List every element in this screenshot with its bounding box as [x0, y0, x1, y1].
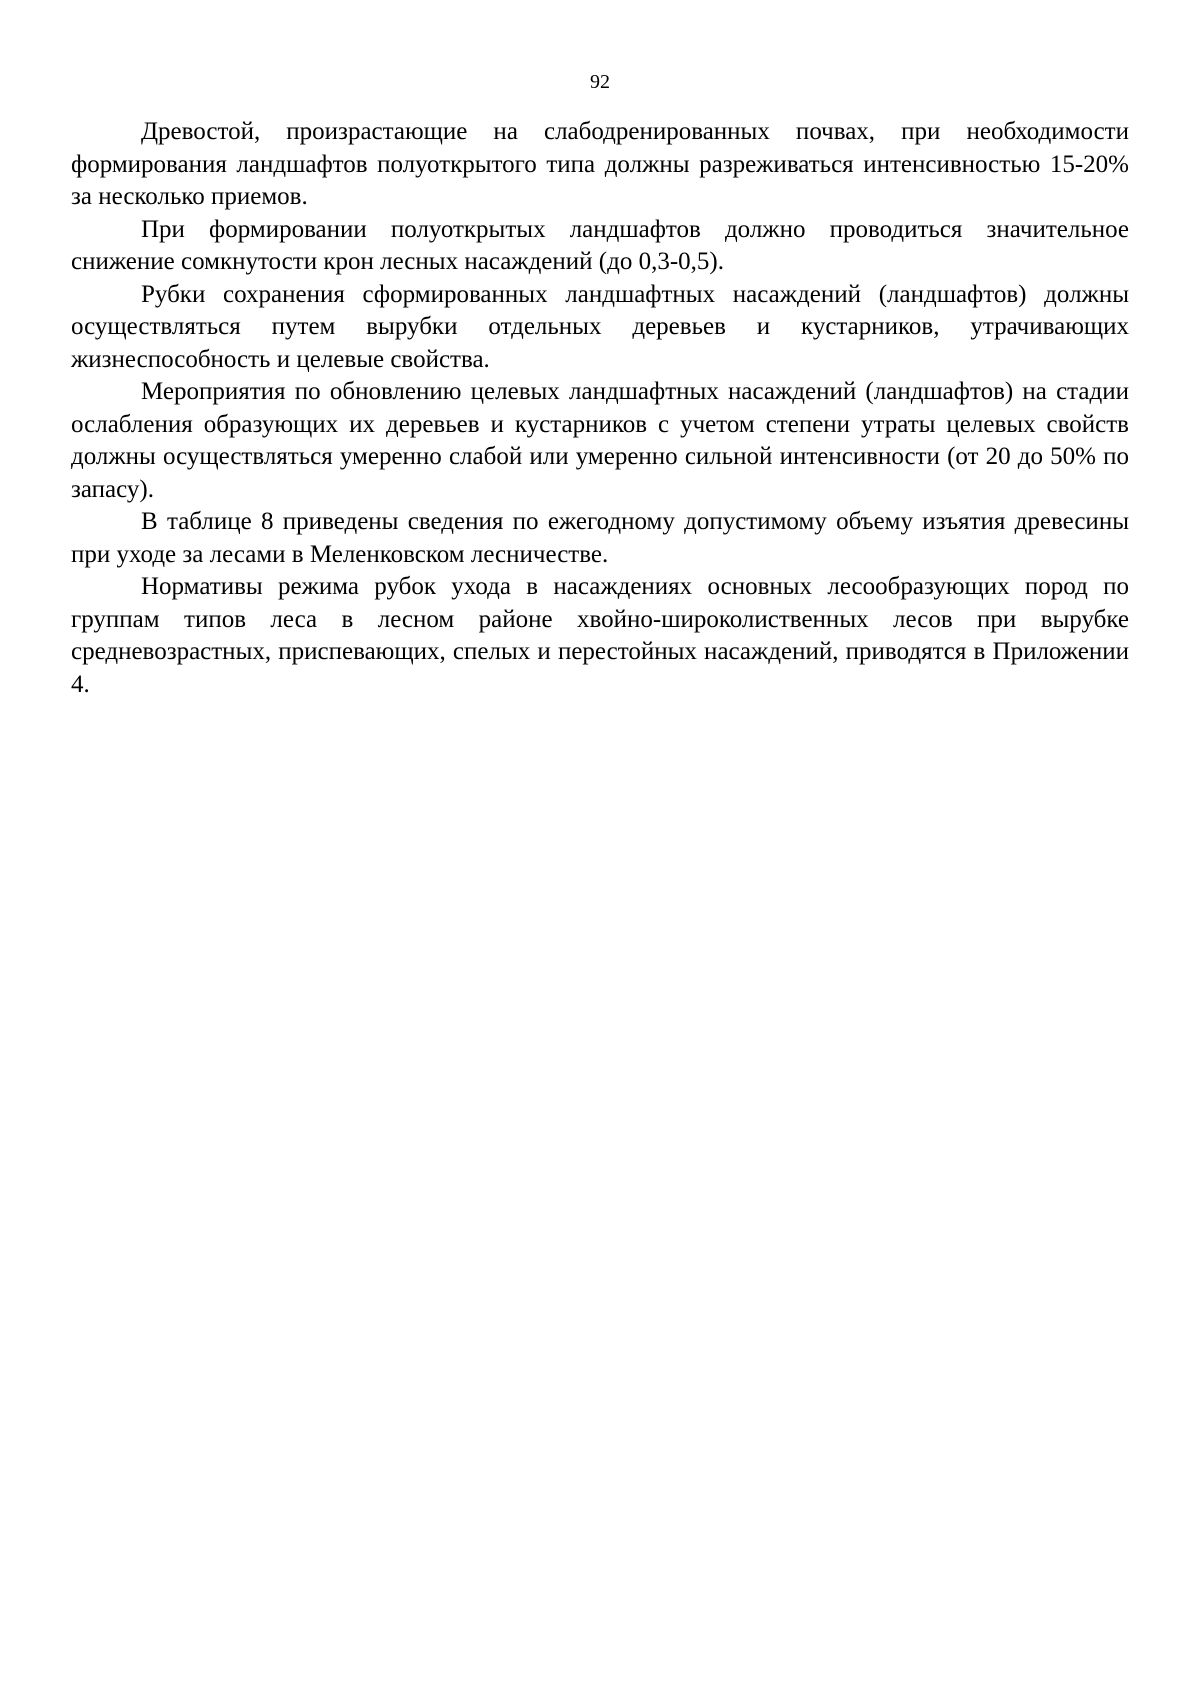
paragraph: Мероприятия по обновлению целевых ландшафтных насаждений (ландшафтов) на стадии ослабления образующих их деревьев и кустарников с учетом степени утраты целевых свойств должны осуществляться умеренно слабой или умеренно сильной интенсивности (от 20 до 50% по запасу).	[71, 378, 1129, 503]
paragraph: При формировании полуоткрытых ландшафтов должно проводиться значительное снижение сомкнутости крон лесных насаждений (до 0,3-0,5).	[71, 215, 1129, 275]
paragraph: Древостой, произрастающие на слабодренированных почвах, при необходимости формирования ландшафтов полуоткрытого типа должны разреживаться интенсивностью 15-20% за несколько приемов.	[71, 118, 1129, 210]
paragraph: Рубки сохранения сформированных ландшафтных насаждений (ландшафтов) должны осуществляться путем вырубки отдельных деревьев и кустарников, утрачивающих жизнеспособность и целевые свойства.	[71, 280, 1129, 373]
paragraph: Нормативы режима рубок ухода в насаждениях основных лесообразующих пород по группам типов леса в лесном районе хвойно-широколиственных лесов при вырубке средневозрастных, приспевающих, спелых и перестойных насаждений, приводятся в Приложении 4.	[71, 573, 1129, 698]
paragraph: В таблице 8 приведены сведения по ежегодному допустимому объему изъятия древесины при уходе за лесами в Меленковском лесничестве.	[71, 508, 1129, 568]
page-number: 92	[590, 71, 610, 93]
document-body	[71, 116, 1129, 701]
